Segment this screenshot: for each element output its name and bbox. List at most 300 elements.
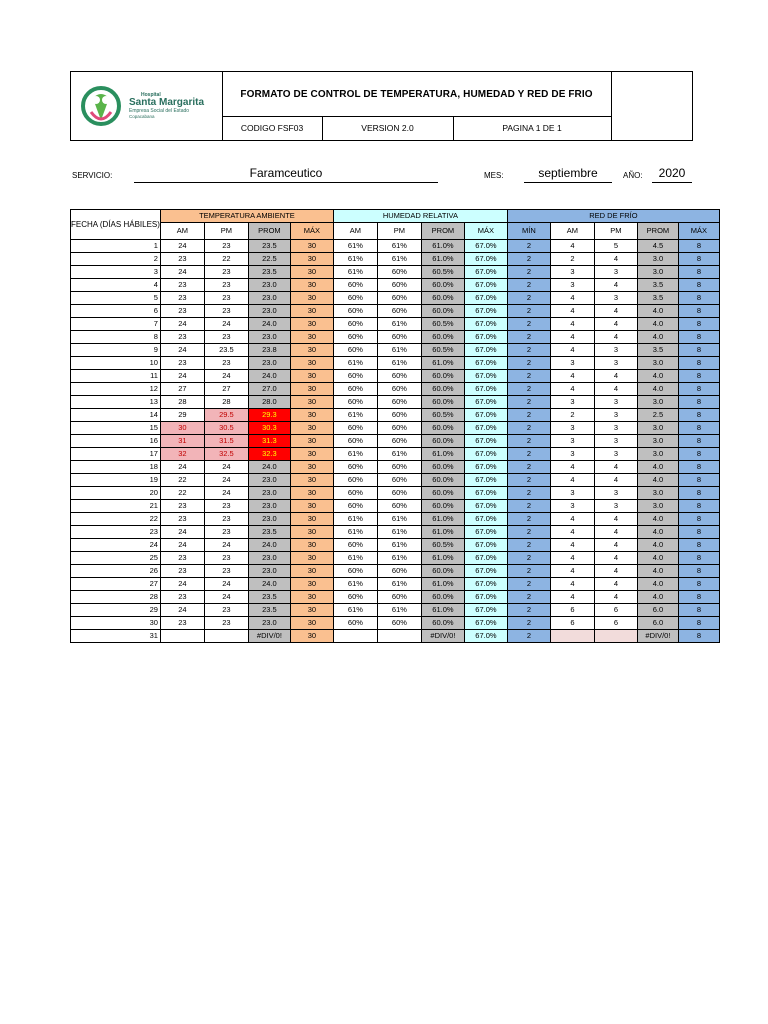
temp-pm-cell: 23	[204, 526, 248, 539]
temp-am-cell: 23	[160, 500, 204, 513]
temp-prom-cell: 23.8	[248, 344, 290, 357]
red-max-cell: 8	[678, 305, 719, 318]
red-am-cell: 4	[550, 474, 594, 487]
day-cell: 21	[71, 500, 161, 513]
temp-max-cell: 30	[290, 240, 333, 253]
red-min-cell: 2	[507, 422, 550, 435]
hum-pm-cell: 61%	[377, 318, 421, 331]
day-cell: 17	[71, 448, 161, 461]
temp-prom-cell: 23.5	[248, 240, 290, 253]
red-am-cell: 4	[550, 318, 594, 331]
hum-max-cell: 67.0%	[464, 487, 507, 500]
hum-am-cell: 60%	[333, 591, 377, 604]
table-row	[71, 539, 720, 552]
red-prom-cell: 6.0	[637, 604, 678, 617]
day-cell: 3	[71, 266, 161, 279]
table-row	[71, 383, 720, 396]
red-pm-cell: 4	[594, 565, 637, 578]
red-max-cell: 8	[678, 422, 719, 435]
red-prom-cell: 4.0	[637, 461, 678, 474]
day-cell: 25	[71, 552, 161, 565]
temp-pm-cell: 24	[204, 461, 248, 474]
red-pm-cell: 4	[594, 331, 637, 344]
hum-am-cell: 61%	[333, 448, 377, 461]
temp-max-cell: 30	[290, 526, 333, 539]
temp-am-cell: 24	[160, 539, 204, 552]
table-row	[71, 604, 720, 617]
hum-prom-cell: 60.0%	[421, 591, 464, 604]
hum-pm-cell: 61%	[377, 448, 421, 461]
temp-am-cell: 23	[160, 552, 204, 565]
red-am-cell: 4	[550, 513, 594, 526]
temp-am-cell: 24	[160, 318, 204, 331]
temp-prom-cell: 23.5	[248, 604, 290, 617]
temp-pm-cell: 23	[204, 292, 248, 305]
red-prom-header: PROM	[637, 223, 678, 240]
table-row	[71, 513, 720, 526]
temp-max-header: MÁX	[290, 223, 333, 240]
red-am-cell: 3	[550, 396, 594, 409]
hum-am-cell: 61%	[333, 266, 377, 279]
red-min-cell: 2	[507, 552, 550, 565]
hum-am-cell: 61%	[333, 240, 377, 253]
temp-prom-cell: 23.0	[248, 305, 290, 318]
hum-am-cell: 60%	[333, 318, 377, 331]
red-max-cell: 8	[678, 539, 719, 552]
temp-am-cell: 22	[160, 474, 204, 487]
hum-pm-cell: 61%	[377, 253, 421, 266]
temp-am-cell: 24	[160, 240, 204, 253]
hum-prom-cell: 61.0%	[421, 448, 464, 461]
version-label: VERSION 2.0	[322, 116, 454, 140]
temp-max-cell: 30	[290, 448, 333, 461]
temp-max-cell: 30	[290, 396, 333, 409]
anio-label: AÑO:	[623, 171, 643, 180]
temp-am-cell: 24	[160, 344, 204, 357]
temp-pm-cell: 24	[204, 318, 248, 331]
temp-am-cell: 24	[160, 526, 204, 539]
hum-pm-cell: 60%	[377, 305, 421, 318]
temp-am-cell: 23	[160, 357, 204, 370]
red-max-cell: 8	[678, 617, 719, 630]
red-max-cell: 8	[678, 552, 719, 565]
hum-pm-cell: 61%	[377, 344, 421, 357]
temp-pm-cell: 31.5	[204, 435, 248, 448]
table-row	[71, 578, 720, 591]
red-min-cell: 2	[507, 253, 550, 266]
red-am-cell: 4	[550, 292, 594, 305]
hum-am-cell: 60%	[333, 565, 377, 578]
red-max-cell: 8	[678, 435, 719, 448]
temp-am-cell: 23	[160, 292, 204, 305]
temp-max-cell: 30	[290, 370, 333, 383]
red-pm-cell: 4	[594, 305, 637, 318]
temp-max-cell: 30	[290, 591, 333, 604]
day-cell: 5	[71, 292, 161, 305]
red-am-cell: 3	[550, 266, 594, 279]
table-row	[71, 253, 720, 266]
hum-prom-cell: 61.0%	[421, 513, 464, 526]
red-pm-cell: 4	[594, 591, 637, 604]
hum-pm-cell: 61%	[377, 240, 421, 253]
temp-prom-cell: 30.3	[248, 422, 290, 435]
temp-prom-cell: 23.0	[248, 292, 290, 305]
temp-prom-cell: 24.0	[248, 461, 290, 474]
red-max-cell: 8	[678, 331, 719, 344]
red-max-cell: 8	[678, 383, 719, 396]
temp-pm-cell: 24	[204, 487, 248, 500]
red-pm-cell: 3	[594, 422, 637, 435]
hum-max-cell: 67.0%	[464, 500, 507, 513]
red-prom-cell: 4.0	[637, 305, 678, 318]
red-prom-cell: 3.0	[637, 448, 678, 461]
red-min-cell: 2	[507, 435, 550, 448]
temp-max-cell: 30	[290, 318, 333, 331]
hum-group-header: HUMEDAD RELATIVA	[333, 210, 507, 223]
temp-prom-cell: 23.0	[248, 617, 290, 630]
hum-max-cell: 67.0%	[464, 357, 507, 370]
day-cell: 4	[71, 279, 161, 292]
temp-max-cell: 30	[290, 604, 333, 617]
temp-prom-cell: 24.0	[248, 370, 290, 383]
hum-prom-cell: 60.0%	[421, 461, 464, 474]
hum-prom-cell: 60.0%	[421, 500, 464, 513]
red-am-cell: 2	[550, 409, 594, 422]
hum-pm-cell: 60%	[377, 487, 421, 500]
temp-max-cell: 30	[290, 617, 333, 630]
red-am-cell: 4	[550, 331, 594, 344]
red-max-cell: 8	[678, 526, 719, 539]
temp-prom-cell: 23.0	[248, 279, 290, 292]
hum-pm-cell: 60%	[377, 617, 421, 630]
red-am-cell: 2	[550, 253, 594, 266]
hum-pm-cell: 60%	[377, 435, 421, 448]
temp-am-cell: 24	[160, 461, 204, 474]
hum-max-cell: 67.0%	[464, 253, 507, 266]
hum-am-cell: 61%	[333, 409, 377, 422]
temp-pm-cell: 30.5	[204, 422, 248, 435]
temp-am-cell: 30	[160, 422, 204, 435]
temp-am-cell: 22	[160, 487, 204, 500]
temp-am-cell: 23	[160, 513, 204, 526]
red-prom-cell: 4.0	[637, 552, 678, 565]
red-pm-cell: 3	[594, 292, 637, 305]
hum-pm-cell: 60%	[377, 279, 421, 292]
red-am-cell: 6	[550, 617, 594, 630]
red-prom-cell: 4.0	[637, 591, 678, 604]
anio-underline	[652, 182, 692, 183]
red-min-header: MÍN	[507, 223, 550, 240]
day-cell: 19	[71, 474, 161, 487]
hospital-logo	[81, 80, 216, 132]
day-cell: 27	[71, 578, 161, 591]
red-am-cell: 3	[550, 422, 594, 435]
temp-max-cell: 30	[290, 357, 333, 370]
mes-underline	[524, 182, 612, 183]
red-prom-cell: 4.0	[637, 565, 678, 578]
red-min-cell: 2	[507, 409, 550, 422]
temp-am-cell: 24	[160, 578, 204, 591]
hum-pm-cell: 60%	[377, 565, 421, 578]
temp-prom-cell: 23.0	[248, 565, 290, 578]
red-max-header: MÁX	[678, 223, 719, 240]
red-am-cell: 4	[550, 526, 594, 539]
red-pm-cell: 4	[594, 279, 637, 292]
temp-pm-cell: 23	[204, 552, 248, 565]
servicio-underline	[134, 182, 438, 183]
red-prom-cell: 4.0	[637, 539, 678, 552]
temp-pm-cell: 23	[204, 513, 248, 526]
hum-max-cell: 67.0%	[464, 617, 507, 630]
temp-prom-cell: 23.0	[248, 500, 290, 513]
temp-max-cell: 30	[290, 331, 333, 344]
red-am-cell: 4	[550, 240, 594, 253]
red-pm-cell: 4	[594, 370, 637, 383]
temp-am-cell: 23	[160, 565, 204, 578]
red-max-cell: 8	[678, 461, 719, 474]
temp-pm-cell: 23.5	[204, 344, 248, 357]
hum-max-cell: 67.0%	[464, 409, 507, 422]
table-row	[71, 630, 720, 643]
hum-am-cell: 60%	[333, 539, 377, 552]
temp-prom-cell: 27.0	[248, 383, 290, 396]
hum-am-cell: 61%	[333, 604, 377, 617]
hum-pm-cell: 60%	[377, 500, 421, 513]
temp-am-cell: 28	[160, 396, 204, 409]
day-cell: 28	[71, 591, 161, 604]
hospital-logo-icon	[81, 80, 121, 132]
control-table	[70, 209, 720, 643]
red-min-cell: 2	[507, 240, 550, 253]
red-pm-cell: 3	[594, 487, 637, 500]
table-row	[71, 396, 720, 409]
day-cell: 7	[71, 318, 161, 331]
red-max-cell: 8	[678, 513, 719, 526]
header-blank-cell	[611, 72, 692, 140]
hum-am-cell: 61%	[333, 526, 377, 539]
hum-prom-cell: 60.5%	[421, 409, 464, 422]
temp-max-cell: 30	[290, 266, 333, 279]
temp-pm-cell: 23	[204, 500, 248, 513]
hum-max-cell: 67.0%	[464, 552, 507, 565]
hum-max-cell: 67.0%	[464, 474, 507, 487]
red-pm-cell: 6	[594, 617, 637, 630]
hum-prom-cell: 60.0%	[421, 370, 464, 383]
temp-prom-cell: 22.5	[248, 253, 290, 266]
red-prom-cell: 3.0	[637, 253, 678, 266]
temp-am-cell: 31	[160, 435, 204, 448]
hum-pm-cell: 60%	[377, 292, 421, 305]
day-cell: 22	[71, 513, 161, 526]
day-cell: 10	[71, 357, 161, 370]
red-prom-cell: 4.0	[637, 331, 678, 344]
temp-max-cell: 30	[290, 292, 333, 305]
hum-am-cell: 60%	[333, 292, 377, 305]
red-min-cell: 2	[507, 500, 550, 513]
table-row	[71, 318, 720, 331]
hum-max-cell: 67.0%	[464, 344, 507, 357]
day-cell: 8	[71, 331, 161, 344]
temp-prom-cell: 23.0	[248, 487, 290, 500]
temp-pm-header: PM	[204, 223, 248, 240]
hum-am-cell: 60%	[333, 279, 377, 292]
temp-pm-cell: 23	[204, 266, 248, 279]
red-am-cell: 3	[550, 448, 594, 461]
temp-pm-cell: 24	[204, 474, 248, 487]
hum-prom-cell: 60.5%	[421, 344, 464, 357]
temp-pm-cell: 22	[204, 253, 248, 266]
hum-max-cell: 67.0%	[464, 526, 507, 539]
red-min-cell: 2	[507, 630, 550, 643]
hum-max-cell: 67.0%	[464, 370, 507, 383]
hum-prom-cell: 60.0%	[421, 565, 464, 578]
day-cell: 30	[71, 617, 161, 630]
hum-max-cell: 67.0%	[464, 448, 507, 461]
red-pm-cell: 3	[594, 435, 637, 448]
red-max-cell: 8	[678, 292, 719, 305]
red-max-cell: 8	[678, 370, 719, 383]
temp-am-cell: 23	[160, 617, 204, 630]
red-pm-cell: 4	[594, 461, 637, 474]
logo-text	[129, 92, 204, 120]
table-row	[71, 461, 720, 474]
red-prom-cell: 4.5	[637, 240, 678, 253]
hum-pm-cell: 60%	[377, 461, 421, 474]
temp-pm-cell: 27	[204, 383, 248, 396]
table-row	[71, 448, 720, 461]
temp-pm-cell: 24	[204, 370, 248, 383]
temp-pm-cell: 29.5	[204, 409, 248, 422]
red-am-cell: 3	[550, 435, 594, 448]
red-am-cell	[550, 630, 594, 643]
day-cell: 24	[71, 539, 161, 552]
hum-am-cell: 61%	[333, 253, 377, 266]
red-prom-cell: 3.5	[637, 344, 678, 357]
red-prom-cell: 3.5	[637, 279, 678, 292]
hum-am-cell: 60%	[333, 435, 377, 448]
hum-prom-cell: 60.0%	[421, 474, 464, 487]
red-am-cell: 4	[550, 370, 594, 383]
red-max-cell: 8	[678, 344, 719, 357]
red-min-cell: 2	[507, 565, 550, 578]
day-cell: 29	[71, 604, 161, 617]
red-prom-cell: 4.0	[637, 513, 678, 526]
temp-am-cell	[160, 630, 204, 643]
day-cell: 1	[71, 240, 161, 253]
red-prom-cell: #DIV/0!	[637, 630, 678, 643]
hum-max-cell: 67.0%	[464, 383, 507, 396]
red-am-cell: 6	[550, 604, 594, 617]
red-max-cell: 8	[678, 266, 719, 279]
red-am-cell: 4	[550, 591, 594, 604]
day-cell: 14	[71, 409, 161, 422]
temp-max-cell: 30	[290, 422, 333, 435]
hum-max-cell: 67.0%	[464, 591, 507, 604]
red-prom-cell: 4.0	[637, 370, 678, 383]
red-pm-cell: 4	[594, 539, 637, 552]
hum-pm-cell: 61%	[377, 526, 421, 539]
hum-prom-header: PROM	[421, 223, 464, 240]
temp-am-cell: 24	[160, 370, 204, 383]
temp-am-cell: 23	[160, 591, 204, 604]
red-am-header: AM	[550, 223, 594, 240]
temp-max-cell: 30	[290, 253, 333, 266]
temp-prom-cell: 23.0	[248, 331, 290, 344]
temp-pm-cell: 32.5	[204, 448, 248, 461]
red-max-cell: 8	[678, 253, 719, 266]
red-max-cell: 8	[678, 240, 719, 253]
hum-prom-cell: 60.0%	[421, 487, 464, 500]
day-cell: 26	[71, 565, 161, 578]
temp-am-cell: 29	[160, 409, 204, 422]
day-cell: 11	[71, 370, 161, 383]
hum-max-cell: 67.0%	[464, 578, 507, 591]
red-min-cell: 2	[507, 383, 550, 396]
red-min-cell: 2	[507, 292, 550, 305]
hum-max-cell: 67.0%	[464, 422, 507, 435]
red-min-cell: 2	[507, 357, 550, 370]
hum-prom-cell: 60.0%	[421, 422, 464, 435]
table-row	[71, 305, 720, 318]
table-body	[71, 240, 720, 643]
red-pm-header: PM	[594, 223, 637, 240]
red-min-cell: 2	[507, 370, 550, 383]
temp-pm-cell: 24	[204, 591, 248, 604]
temp-pm-cell: 23	[204, 331, 248, 344]
hum-pm-cell: 61%	[377, 604, 421, 617]
red-prom-cell: 3.0	[637, 422, 678, 435]
red-max-cell: 8	[678, 500, 719, 513]
logo-line4: Copacabana	[129, 114, 155, 119]
red-pm-cell: 3	[594, 357, 637, 370]
red-am-cell: 4	[550, 383, 594, 396]
red-max-cell: 8	[678, 448, 719, 461]
hum-am-cell: 60%	[333, 422, 377, 435]
mes-value: septiembre	[538, 166, 598, 180]
hum-am-cell: 60%	[333, 370, 377, 383]
hum-prom-cell: 60.5%	[421, 266, 464, 279]
red-min-cell: 2	[507, 526, 550, 539]
table-row	[71, 292, 720, 305]
hum-max-cell: 67.0%	[464, 292, 507, 305]
hum-prom-cell: 61.0%	[421, 578, 464, 591]
temp-pm-cell: 24	[204, 578, 248, 591]
red-pm-cell: 4	[594, 552, 637, 565]
red-max-cell: 8	[678, 279, 719, 292]
hum-am-cell: 60%	[333, 305, 377, 318]
red-pm-cell: 3	[594, 266, 637, 279]
red-min-cell: 2	[507, 474, 550, 487]
hum-pm-header: PM	[377, 223, 421, 240]
red-max-cell: 8	[678, 487, 719, 500]
red-am-cell: 4	[550, 305, 594, 318]
table-row	[71, 552, 720, 565]
temp-max-cell: 30	[290, 513, 333, 526]
temp-max-cell: 30	[290, 578, 333, 591]
document-title: FORMATO DE CONTROL DE TEMPERATURA, HUMEDAD Y RED DE FRIO	[222, 72, 612, 117]
table-row	[71, 500, 720, 513]
temp-am-cell: 23	[160, 253, 204, 266]
temp-am-cell: 23	[160, 331, 204, 344]
document-header	[70, 71, 693, 141]
temp-prom-cell: 23.0	[248, 552, 290, 565]
hum-pm-cell: 61%	[377, 357, 421, 370]
table-row	[71, 526, 720, 539]
red-prom-cell: 2.5	[637, 409, 678, 422]
day-cell: 9	[71, 344, 161, 357]
hum-am-cell: 60%	[333, 617, 377, 630]
hum-am-header: AM	[333, 223, 377, 240]
